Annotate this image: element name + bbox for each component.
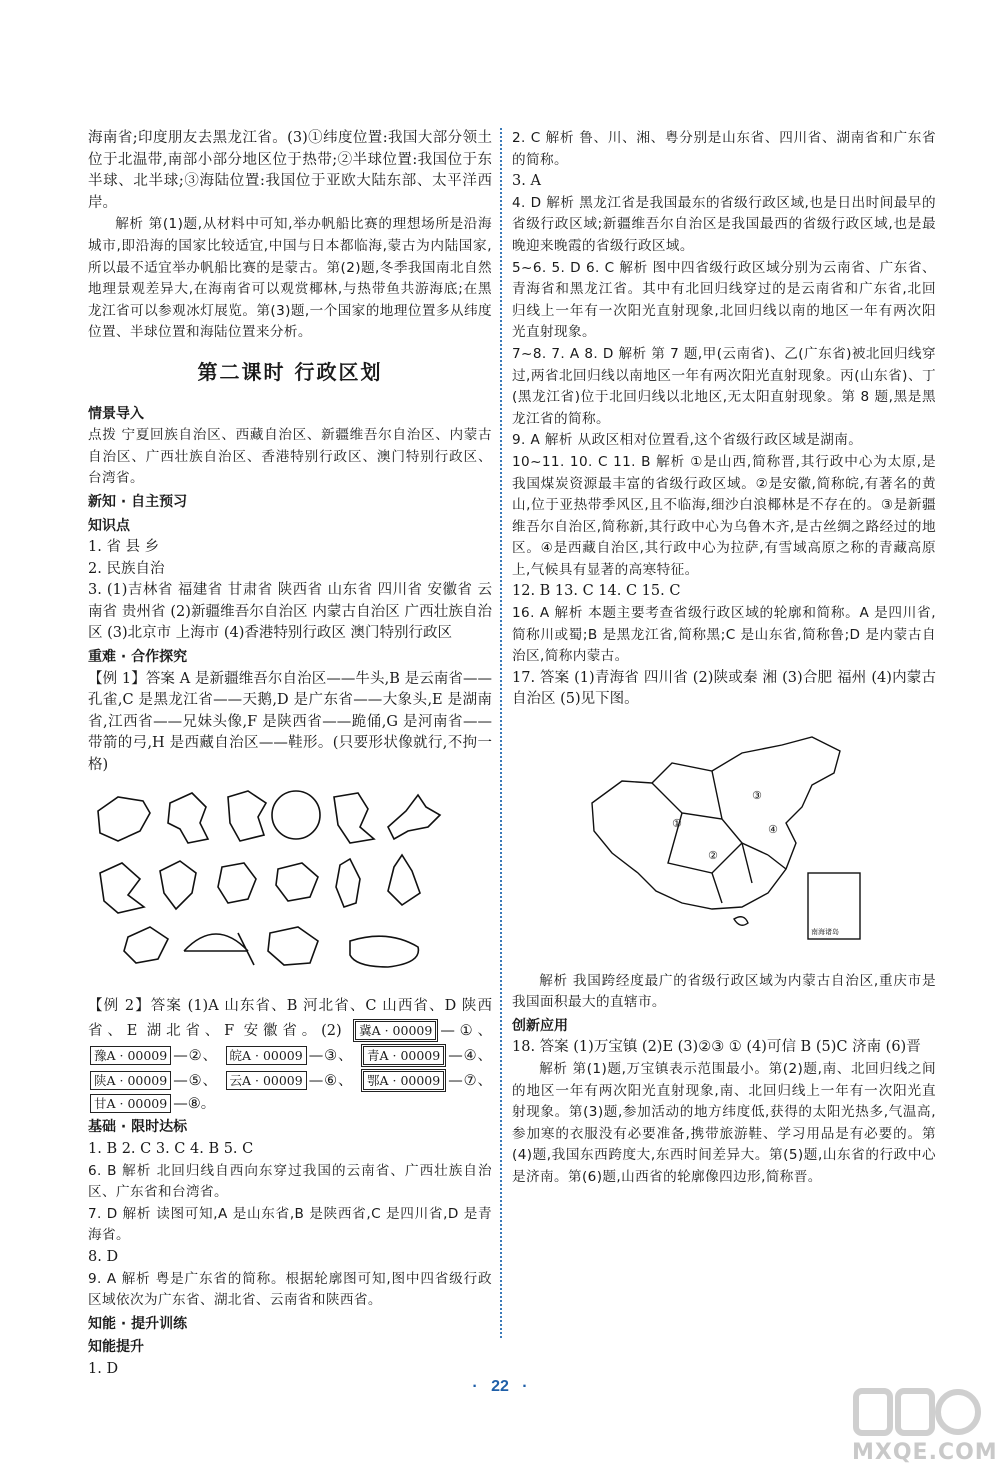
map-hainan — [734, 917, 748, 926]
knowledge-1: 1. 省 县 乡 — [88, 539, 160, 556]
answer-12-15: 12. B 13. C 14. C 15. C — [512, 583, 681, 600]
plate-6: 云A · 00009 — [226, 1071, 307, 1090]
shape-jiangxi — [388, 795, 440, 839]
shape-shoe — [350, 936, 418, 967]
plate-3: 皖A · 00009 — [226, 1046, 307, 1065]
intro-text: 点拨 宁夏回族自治区、西藏自治区、新疆维吾尔自治区、内蒙古自治区、广西壮族自治区、香港特别行政区、澳门特别行政区、台湾省。 — [88, 427, 492, 487]
shape-yunnan — [168, 793, 208, 843]
shape-xizang — [276, 863, 318, 901]
left-line-1: 海南省;印度朋友去黑龙江省。(3)①纬度位置:我国大部分领土位于北温带,南部小部分地区位于热带;②半球位置:我国位于东半球、北半球;③海陆位置:我国位于亚欧大陆东部、太平洋西岸。 — [88, 130, 492, 211]
answer-7-8: 7~8. 7. A 8. D 解析 第 7 题,甲(云南省)、乙(广东省)被北回归线穿过,两省北回归线以南地区一年有两次阳光直射现象。丙(山东省)、丁(黑龙江省)位于北回归线以北地区,无太阳直射现象。第 8 题,黑是黑龙江省的简称。 — [512, 345, 936, 427]
plate-8: 甘A · 00009 — [90, 1094, 171, 1113]
watermark-text: MXQE.COM — [852, 1440, 998, 1465]
section-knowledge-points: 知识点 — [88, 517, 130, 534]
map-inner-1 — [652, 783, 768, 855]
plate-4-suffix: —④、 — [448, 1047, 493, 1064]
map-label-1: ① — [672, 817, 682, 831]
plate-7-suffix: —⑦、 — [448, 1072, 493, 1089]
china-map-figure — [572, 723, 872, 953]
knowledge-3: 3. (1)吉林省 福建省 甘肃省 陕西省 山东省 四川省 安徽省 云南省 贵州省 (2)新疆维吾尔自治区 内蒙古自治区 广西壮族自治区 (3)北京市 上海市 (4)香港特别行政区 澳门特别行政区 — [88, 582, 492, 642]
section-skill: 知能 · 提升训练 — [88, 1315, 188, 1332]
section-innovation: 创新应用 — [512, 1017, 568, 1034]
answer-16: 16. A 解析 本题主要考查省级行政区域的轮廓和简称。A 是四川省,简称川或蜀;B 是黑龙江省,简称黑;C 是山东省,简称鲁;D 是内蒙古自治区,简称内蒙古。 — [512, 605, 936, 665]
basic-7: 7. D 解析 读图可知,A 是山东省,B 是陕西省,C 是四川省,D 是青海省。 — [88, 1205, 492, 1244]
section-new-knowledge: 新知 · 自主预习 — [88, 493, 188, 510]
answer-5-6: 5~6. 5. D 6. C 解析 图中四省级行政区域分别为云南省、广东省、青海省和黑龙江省。其中有北回归线穿过的是云南省和广东省,北回归线上一年有一次阳光直射现象,北回归线以南的地区一年有两次阳光直射现象。 — [512, 259, 936, 341]
section-basic: 基础 · 限时达标 — [88, 1119, 188, 1136]
left-analysis-1: 解析 第(1)题,从材料中可知,举办帆船比赛的理想场所是沿海城市,即沿海的国家比较适宜,中国与日本都临海,蒙古为内陆国家,所以最不适宜举办帆船比赛的是蒙古。第(2)题,冬季我国南北自然地理景观差异大,在海南省可以观赏椰林,与热带鱼共游海底;在黑龙江省可以参观冰灯展览。第(3)题,一个国家的地理位置多从纬度位置、半球位置和海陆位置来分析。 — [88, 216, 492, 341]
plate-2-suffix: —②、 — [173, 1047, 218, 1064]
plate-7: 鄂A · 00009 — [361, 1069, 446, 1092]
shape-guangdong — [272, 791, 320, 839]
section-key-points: 重难 · 合作探究 — [88, 649, 188, 666]
watermark-logo — [852, 1385, 998, 1465]
basic-6: 6. B 解析 北回归线自西向东穿过我国的云南省、广西壮族自治区、广东省和台湾省。 — [88, 1162, 492, 1201]
map-inset-label: 南海诸岛 — [811, 928, 839, 937]
map-label-3: ③ — [752, 789, 762, 803]
map-label-4: ④ — [768, 823, 778, 837]
basic-9: 9. A 解析 粤是广东省的简称。根据轮廓图可知,图中四省级行政区域依次为广东省、湖北省、云南省和陕西省。 — [88, 1270, 492, 1309]
shape-bow — [184, 933, 254, 965]
answer-18: 18. 答案 (1)万宝镇 (2)E (3)②③ ① (4)可信 B (5)C 济南 (6)晋 — [512, 1039, 921, 1056]
page-number-value: 22 — [491, 1378, 509, 1395]
map-label-2: ② — [708, 849, 718, 863]
plate-2: 豫A · 00009 — [90, 1046, 171, 1065]
page-number: · 22 · — [472, 1378, 528, 1395]
example-2 — [88, 996, 492, 1115]
basic-1-5: 1. B 2. C 3. C 4. B 5. C — [88, 1141, 254, 1157]
plate-8-suffix: —⑧。 — [173, 1095, 216, 1112]
knowledge-2: 2. 民族自治 — [88, 560, 165, 577]
shape-sichuan — [336, 859, 360, 907]
plate-4: 青A · 00009 — [361, 1044, 446, 1067]
answer-17-analysis: 解析 我国跨经度最广的省级行政区域为内蒙古自治区,重庆市是我国面积最大的直辖市。 — [512, 972, 936, 1011]
plate-3-suffix: —③、 — [308, 1047, 354, 1064]
plate-5: 陕A · 00009 — [90, 1071, 171, 1090]
answer-17: 17. 答案 (1)青海省 四川省 (2)陕或秦 湘 (3)合肥 福州 (4)内蒙古自治区 (5)见下图。 — [512, 669, 936, 708]
example-2-head: 【例 2】答案 (1)A 山东省、B 河北省、C 山西省、D 陕西省、E 湖北省、F 安徽省。(2) — [88, 998, 492, 1039]
answer-2: 2. C 解析 鲁、川、湘、粤分别是山东省、四川省、湖南省和广东省的简称。 — [512, 130, 936, 168]
right-column — [512, 128, 936, 1189]
watermark-icon — [852, 1385, 982, 1441]
column-divider — [500, 128, 502, 1338]
plate-1: 冀A · 00009 — [353, 1019, 438, 1042]
shape-shaanxi-a — [100, 863, 144, 913]
example-1: 【例 1】答案 A 是新疆维吾尔自治区——牛头,B 是云南省——孔雀,C 是黑龙江省——天鹅,D 是广东省——大象头,E 是湖南省,江西省——兄妹头像,F 是陕西省——跪俑,G 是河南省——带箭的弓,H 是西藏自治区——鞋形。(只要形状像就行,不拘一格) — [88, 670, 492, 774]
shape-hunan — [334, 793, 374, 843]
shape-hubei — [124, 927, 168, 963]
answer-18-analysis: 解析 第(1)题,万宝镇表示范围最小。第(2)题,南、北回归线之间的地区一年有两次阳光直射现象,南、北回归线上一年有一次阳光直射现象。第(3)题,参加活动的地方纬度低,获得的太阳光热多,气温高,参加寒的衣服没有必要准备,携带旅游鞋、学习用品是有必要的。第(4)题,我国东西跨度大,东西时间差异大。第(5)题,山东省的行政中心是济南。第(6)题,山西省的轮廓像四边形,简称晋。 — [512, 1061, 936, 1185]
left-column — [88, 128, 492, 1381]
section-intro: 情景导入 — [88, 405, 144, 422]
lesson-title: 第二课时 行政区划 — [197, 359, 383, 384]
shape-guizhou — [388, 855, 420, 905]
answer-4: 4. D 解析 黑龙江省是我国最东的省级行政区域,也是日出时间最早的省级行政区域;新疆维吾尔自治区是我国最西的省级行政区域,也是最晚迎来晚霞的省级行政区域。 — [512, 194, 936, 254]
answer-3: 3. A — [512, 173, 541, 190]
basic-8: 8. D — [88, 1248, 119, 1265]
upgrade-1: 1. D — [88, 1360, 119, 1377]
shape-shaanxi-b — [160, 861, 196, 909]
shape-henan — [218, 863, 256, 903]
province-shapes-figure — [88, 783, 468, 983]
plate-1-suffix: —①、 — [440, 1022, 493, 1039]
answer-10-11: 10~11. 10. C 11. B 解析 ①是山西,简称晋,其行政中心为太原,是我国煤炭资源最丰富的省级行政区域。②是安徽,简称皖,有著名的黄山,位于亚热带季风区,且不临海,细沙白浪椰林是不存在的。③是新疆维吾尔自治区,简称新,其行政中心为乌鲁木齐,是古丝绸之路经过的地区。④是西藏自治区,其行政中心为拉萨,有雪域高原之称的青藏高原上,气候具有显著的高寒特征。 — [512, 453, 936, 578]
shape-qinghai — [268, 927, 318, 965]
section-upgrade: 知能提升 — [88, 1339, 144, 1356]
plate-5-suffix: —⑤、 — [173, 1072, 218, 1089]
answer-9: 9. A 解析 从政区相对位置看,这个省级行政区域是湖南。 — [512, 432, 863, 449]
shape-heilongjiang — [228, 791, 266, 841]
plate-6-suffix: —⑥、 — [308, 1072, 354, 1089]
map-inner-3 — [712, 843, 786, 903]
shape-xinjiang — [98, 797, 150, 841]
